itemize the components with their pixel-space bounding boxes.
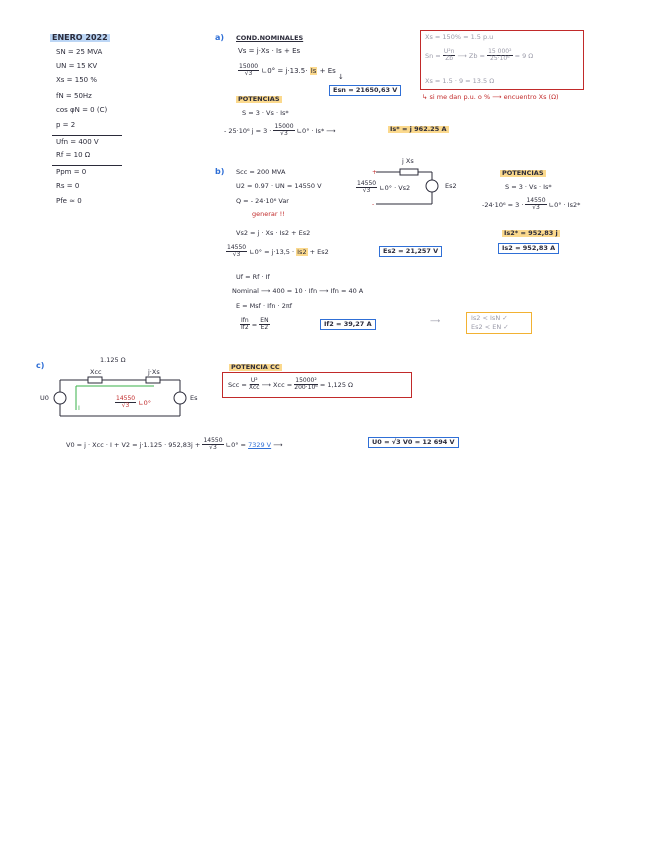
equation-vs: Vs = j·Xs · Is + Es	[238, 47, 301, 55]
data-list-item: Pfe ≃ 0	[56, 197, 82, 205]
data-list-item: fN = 50Hz	[56, 92, 92, 100]
divider	[52, 135, 122, 136]
check-box	[466, 312, 532, 334]
part-b-label: b)	[215, 167, 225, 176]
potencias-title-a: POTENCIAS	[238, 95, 280, 103]
data-list-item: Xs = 150 %	[56, 76, 97, 84]
is2-conj: Is2* = 952,83 j	[504, 229, 558, 237]
equation-nominal: $\frac{15000}{√3}$ ∟0° = j·13.5· Is + Es	[239, 63, 336, 78]
es2-result: Es2 = 21,257 V	[379, 246, 442, 257]
data-list-item: Ufn = 400 V	[56, 138, 99, 146]
ratio-equation: $\frac{\text{Ifn}}{If2}$ = $\frac{EN}{E2}$	[240, 317, 269, 332]
jxs-label: j·Xs	[148, 368, 160, 376]
equation-nominal-b: $\frac{14550}{√3}$ ∟0° = j·13,5 · Is2 + Es2	[227, 244, 329, 259]
svg-text:+: +	[372, 169, 378, 176]
final-equation: V0 = j · Xcc · I + V2 = j·1.125 · 952,83j + $\frac{14550}{√3}$ ∟0° = 7329 V ⟶	[66, 437, 283, 452]
data-list-item: Ppm = 0	[56, 168, 87, 176]
arrow-down-icon: ↓	[338, 73, 344, 81]
u0-label: U0	[40, 394, 49, 402]
equation-power-a: - 25·10⁶ j = 3 · $\frac{15000}{√3}$ ∟0° · Is* ⟶	[224, 123, 336, 138]
is-result: Is* = j 962.25 A	[390, 125, 447, 133]
data-list-item: cos φN = 0 (C)	[56, 106, 108, 114]
circuit-jxs-label: j Xs	[402, 157, 414, 165]
u0-result: U0 = √3 V0 = 12 694 V	[368, 437, 459, 448]
equation-vs2: Vs2 = j · Xs · Is2 + Es2	[236, 229, 311, 237]
circuit-es2-label: Es2	[445, 182, 457, 190]
is2-result: Is2 = 952,83 A	[498, 243, 559, 254]
e-equation: E = Msf · Ifn · 2πf	[236, 302, 293, 310]
part-c-label: c)	[36, 361, 45, 370]
data-list-item: p = 2	[56, 121, 76, 129]
page-title: ENERO 2022	[52, 33, 108, 42]
pu-line2: Sn = $\frac{\text{U²n}}{Zb}$ ⟶ Zb = $\frac{\text{15 000²}}{\text{25·10⁶}}$ = 9 Ω	[425, 48, 534, 63]
check-line1: Is2 < IsN ✓	[471, 314, 508, 322]
data-list-item: Rs = 0	[56, 182, 80, 190]
circuit-c-voltage: $\frac{14550}{√3}$ ∟0°	[116, 395, 152, 410]
part-a-label: a)	[215, 33, 225, 42]
pu-line1: Xs = 150% = 1.5 p.u	[425, 33, 494, 41]
data-list-item: SN = 25 MVA	[56, 48, 103, 56]
data-list-item: UN = 15 KV	[56, 62, 98, 70]
u2-value: U2 = 0.97 · UN = 14550 V	[236, 182, 322, 190]
pu-note: ↳ si me dan p.u. o % ⟶ encuentro Xs (Ω)	[422, 93, 559, 101]
divider	[52, 165, 122, 166]
scc-equation: Scc = $\frac{\text{U²}}{\text{Xcc}}$ ⟶ Xcc = $\frac{\text{15000²}}{\text{200·10⁶}}$ = 1,125 Ω	[228, 377, 353, 392]
if2-result: If2 = 39,27 A	[320, 319, 376, 330]
resistance-label: 1.125 Ω	[100, 356, 126, 364]
potencias-title-b: POTENCIAS	[502, 169, 544, 177]
generar-note: generar !!	[252, 210, 285, 218]
potencia-cc-title: POTENCIA CC	[231, 363, 280, 371]
circuit-voltage-label: $\frac{14550}{√3}$ ∟0° · Vs2	[357, 180, 411, 195]
data-list-item: Rf = 10 Ω	[56, 151, 91, 159]
part-a-title: COND.NOMINALES	[236, 34, 304, 42]
uf-equation: Uf = Rf · If	[236, 273, 270, 281]
current-label: I	[78, 404, 80, 412]
arrow-right-icon: ⟶	[430, 317, 441, 325]
xcc-label: Xcc	[90, 368, 102, 376]
pu-line3: Xs = 1.5 · 9 = 13.5 Ω	[425, 77, 495, 85]
equation-s: S = 3 · Vs · Is*	[242, 109, 289, 117]
scc-value: Scc = 200 MVA	[236, 168, 286, 176]
equation-s-b: S = 3 · Vs · Is*	[505, 183, 552, 191]
check-line2: Es2 < EN ✓	[471, 323, 509, 331]
q-value: Q = - 24·10⁶ Var	[236, 197, 289, 205]
nominal-equation: Nominal ⟶ 400 = 10 · Ifn ⟶ Ifn = 40 A	[232, 287, 364, 295]
esn-result: Esn = 21650,63 V	[329, 85, 401, 96]
equation-power-b: -24·10⁶ = 3 · $\frac{14550}{√3}$ ∟0° · Is2*	[482, 197, 581, 212]
es-label: Es	[190, 394, 198, 402]
svg-text:-: -	[372, 201, 375, 208]
